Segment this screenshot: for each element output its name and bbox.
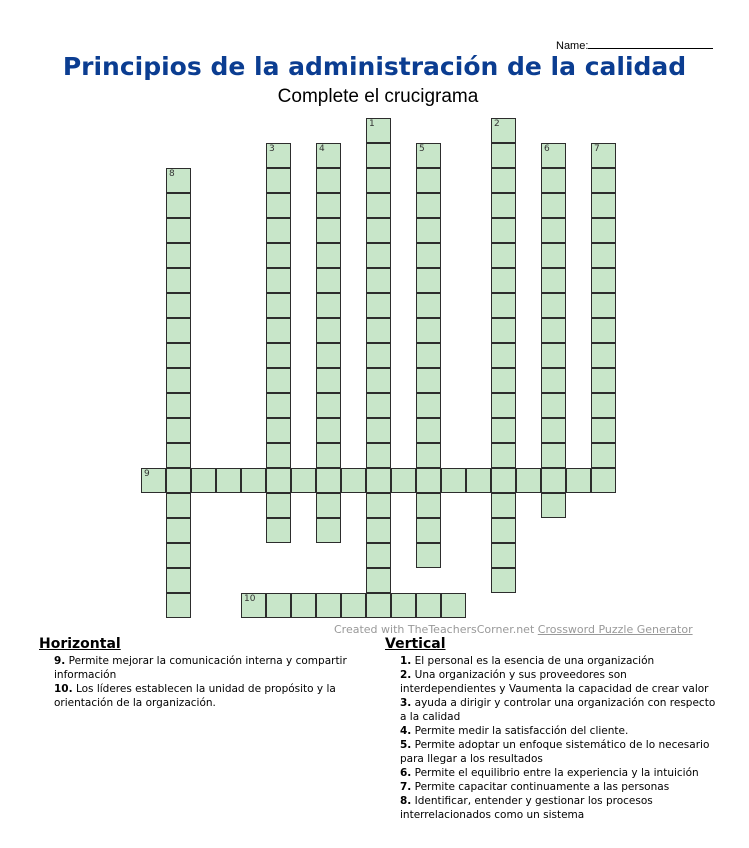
clue-number: 8.: [400, 795, 412, 807]
crossword-cell: [491, 218, 516, 243]
crossword-cell: [366, 143, 391, 168]
crossword-cell: [166, 293, 191, 318]
clue-down-2: [385, 668, 725, 696]
crossword-cell: [541, 168, 566, 193]
crossword-cell: [266, 468, 291, 493]
page-title: Principios de la administración de la calidad: [62, 52, 687, 81]
crossword-cell: [591, 318, 616, 343]
crossword-cell: [366, 593, 391, 618]
crossword-cell: [491, 543, 516, 568]
crossword-cell: [416, 218, 441, 243]
cell-number: 7: [594, 144, 600, 154]
credit-text: Created with TheTeachersCorner.net: [334, 623, 535, 636]
crossword-cell: [316, 518, 341, 543]
clue-across-10: [39, 682, 374, 710]
clue-number: 1.: [400, 655, 412, 667]
crossword-cell: [441, 468, 466, 493]
crossword-cell: [591, 218, 616, 243]
crossword-cell: [316, 168, 341, 193]
crossword-cell: [166, 168, 191, 193]
crossword-cell: [416, 443, 441, 468]
crossword-cell: [366, 543, 391, 568]
crossword-cell: [591, 168, 616, 193]
crossword-cell: [416, 268, 441, 293]
crossword-cell: [416, 193, 441, 218]
crossword-cell: [166, 593, 191, 618]
crossword-cell: [366, 318, 391, 343]
crossword-cell: [316, 493, 341, 518]
crossword-cell: [341, 593, 366, 618]
crossword-cell: [316, 268, 341, 293]
crossword-cell: [541, 418, 566, 443]
crossword-cell: [491, 168, 516, 193]
crossword-cell: [491, 393, 516, 418]
crossword-cell: [491, 243, 516, 268]
vertical-heading: Vertical: [385, 636, 446, 652]
clue-number: 7.: [400, 781, 412, 793]
crossword-cell: [491, 118, 516, 143]
crossword-cell: [591, 268, 616, 293]
crossword-cell: [541, 393, 566, 418]
crossword-cell: [316, 418, 341, 443]
crossword-cell: [591, 143, 616, 168]
crossword-cell: [416, 293, 441, 318]
crossword-cell: [591, 443, 616, 468]
crossword-cell: [266, 368, 291, 393]
crossword-cell: [316, 318, 341, 343]
crossword-cell: [416, 168, 441, 193]
crossword-cell: [541, 218, 566, 243]
crossword-cell: [591, 193, 616, 218]
crossword-cell: [416, 593, 441, 618]
crossword-cell: [241, 593, 266, 618]
crossword-cell: [266, 393, 291, 418]
clue-text: Permite medir la satisfacción del cliente.: [414, 725, 629, 737]
crossword-cell: [491, 443, 516, 468]
crossword-cell: [366, 343, 391, 368]
crossword-cell: [491, 368, 516, 393]
crossword-cell: [391, 593, 416, 618]
clue-text: Permite el equilibrio entre la experiencia y la intuición: [414, 767, 699, 779]
crossword-cell: [416, 543, 441, 568]
clue-text: Permite adoptar un enfoque sistemático de lo necesario para llegar a los resultados: [400, 739, 710, 765]
crossword-cell: [366, 168, 391, 193]
crossword-cell: [266, 168, 291, 193]
crossword-cell: [266, 343, 291, 368]
crossword-cell: [166, 368, 191, 393]
credit-line: [334, 623, 693, 636]
crossword-cell: [591, 343, 616, 368]
clue-text: Permite capacitar continuamente a las personas: [414, 781, 670, 793]
crossword-cell: [591, 468, 616, 493]
generator-link[interactable]: Crossword Puzzle Generator: [537, 623, 693, 636]
crossword-cell: [491, 568, 516, 593]
clue-text: Identificar, entender y gestionar los procesos interrelacionados como un sistema: [400, 795, 653, 821]
page-subtitle: Complete el crucigrama: [277, 86, 479, 107]
crossword-cell: [591, 368, 616, 393]
clue-across-9: [39, 654, 374, 682]
crossword-cell: [491, 518, 516, 543]
crossword-cell: [166, 443, 191, 468]
crossword-cell: [316, 468, 341, 493]
clue-number: 10.: [54, 683, 73, 695]
crossword-cell: [591, 293, 616, 318]
crossword-cell: [266, 443, 291, 468]
clue-down-8: [385, 794, 725, 822]
crossword-cell: [541, 368, 566, 393]
crossword-cell: [316, 143, 341, 168]
crossword-cell: [291, 468, 316, 493]
crossword-cell: [591, 243, 616, 268]
crossword-cell: [166, 318, 191, 343]
crossword-cell: [166, 468, 191, 493]
clue-number: 3.: [400, 697, 412, 709]
crossword-cell: [416, 143, 441, 168]
crossword-cell: [491, 143, 516, 168]
crossword-cell: [316, 293, 341, 318]
clue-number: 4.: [400, 725, 412, 737]
crossword-cell: [291, 593, 316, 618]
crossword-cell: [541, 293, 566, 318]
crossword-cell: [491, 343, 516, 368]
crossword-cell: [166, 243, 191, 268]
crossword-cell: [266, 493, 291, 518]
crossword-cell: [316, 368, 341, 393]
crossword-cell: [166, 493, 191, 518]
cell-number: 6: [544, 144, 550, 154]
name-label: Name:: [556, 40, 589, 52]
crossword-cell: [416, 468, 441, 493]
crossword-cell: [541, 443, 566, 468]
crossword-cell: [266, 243, 291, 268]
crossword-cell: [366, 443, 391, 468]
crossword-cell: [266, 193, 291, 218]
crossword-cell: [416, 343, 441, 368]
crossword-cell: [366, 293, 391, 318]
crossword-cell: [366, 243, 391, 268]
clue-down-5: [385, 738, 725, 766]
clue-down-1: [385, 654, 725, 668]
crossword-cell: [316, 443, 341, 468]
clue-text: ayuda a dirigir y controlar una organización con respecto a la calidad: [400, 697, 716, 723]
cell-number: 5: [419, 144, 425, 154]
crossword-cell: [591, 393, 616, 418]
crossword-cell: [366, 218, 391, 243]
clue-down-6: [385, 766, 725, 780]
cell-number: 2: [494, 119, 500, 129]
vertical-clues: [385, 636, 725, 822]
crossword-cell: [491, 268, 516, 293]
clue-text: Permite mejorar la comunicación interna y compartir información: [54, 655, 347, 681]
crossword-cell: [366, 193, 391, 218]
cell-number: 3: [269, 144, 275, 154]
crossword-cell: [266, 268, 291, 293]
crossword-cell: [416, 368, 441, 393]
crossword-cell: [441, 593, 466, 618]
crossword-cell: [166, 518, 191, 543]
cell-number: 9: [144, 469, 150, 479]
clue-down-3: [385, 696, 725, 724]
crossword-cell: [166, 393, 191, 418]
crossword-cell: [266, 318, 291, 343]
crossword-cell: [541, 493, 566, 518]
clue-text: Una organización y sus proveedores son interdependientes y Vaumenta la capacidad de crear valor: [400, 669, 709, 695]
crossword-cell: [491, 468, 516, 493]
crossword-cell: [416, 418, 441, 443]
clue-down-4: [385, 724, 725, 738]
crossword-cell: [491, 418, 516, 443]
crossword-cell: [541, 268, 566, 293]
crossword-cell: [366, 568, 391, 593]
crossword-cell: [216, 468, 241, 493]
crossword-cell: [541, 343, 566, 368]
crossword-cell: [191, 468, 216, 493]
crossword-cell: [366, 368, 391, 393]
crossword-cell: [166, 568, 191, 593]
crossword-cell: [166, 343, 191, 368]
crossword-cell: [491, 493, 516, 518]
cell-number: 10: [244, 594, 256, 604]
crossword-cell: [366, 418, 391, 443]
crossword-cell: [416, 318, 441, 343]
crossword-cell: [366, 493, 391, 518]
cell-number: 1: [369, 119, 375, 129]
crossword-cell: [266, 143, 291, 168]
crossword-cell: [316, 593, 341, 618]
crossword-cell: [416, 393, 441, 418]
clue-number: 5.: [400, 739, 412, 751]
crossword-cell: [316, 393, 341, 418]
crossword-cell: [541, 318, 566, 343]
crossword-cell: [166, 218, 191, 243]
crossword-cell: [241, 468, 266, 493]
horizontal-clues: [39, 636, 374, 710]
cell-number: 8: [169, 169, 175, 179]
crossword-cell: [266, 593, 291, 618]
crossword-cell: [166, 268, 191, 293]
crossword-cell: [541, 243, 566, 268]
crossword-cell: [266, 418, 291, 443]
clue-number: 2.: [400, 669, 412, 681]
crossword-cell: [416, 493, 441, 518]
crossword-cell: [541, 468, 566, 493]
crossword-cell: [391, 468, 416, 493]
crossword-cell: [366, 268, 391, 293]
crossword-cell: [491, 293, 516, 318]
crossword-cell: [366, 393, 391, 418]
crossword-cell: [491, 318, 516, 343]
crossword-cell: [316, 343, 341, 368]
crossword-cell: [366, 518, 391, 543]
crossword-cell: [541, 143, 566, 168]
clue-text: El personal es la esencia de una organización: [414, 655, 655, 667]
clue-text: Los líderes establecen la unidad de propósito y la orientación de la organización.: [54, 683, 336, 709]
crossword-cell: [316, 243, 341, 268]
crossword-cell: [591, 418, 616, 443]
crossword-cell: [166, 418, 191, 443]
crossword-cell: [316, 193, 341, 218]
crossword-cell: [316, 218, 341, 243]
crossword-cell: [466, 468, 491, 493]
cell-number: 4: [319, 144, 325, 154]
crossword-cell: [416, 243, 441, 268]
crossword-cell: [266, 293, 291, 318]
crossword-cell: [566, 468, 591, 493]
crossword-cell: [516, 468, 541, 493]
crossword-cell: [491, 193, 516, 218]
crossword-cell: [266, 218, 291, 243]
clue-number: 6.: [400, 767, 412, 779]
horizontal-heading: Horizontal: [39, 636, 121, 652]
crossword-cell: [166, 543, 191, 568]
crossword-cell: [416, 518, 441, 543]
crossword-cell: [366, 118, 391, 143]
crossword-cell: [541, 193, 566, 218]
crossword-cell: [266, 518, 291, 543]
crossword-cell: [341, 468, 366, 493]
clue-number: 9.: [54, 655, 66, 667]
crossword-cell: [141, 468, 166, 493]
crossword-cell: [166, 193, 191, 218]
clue-down-7: [385, 780, 725, 794]
crossword-cell: [366, 468, 391, 493]
